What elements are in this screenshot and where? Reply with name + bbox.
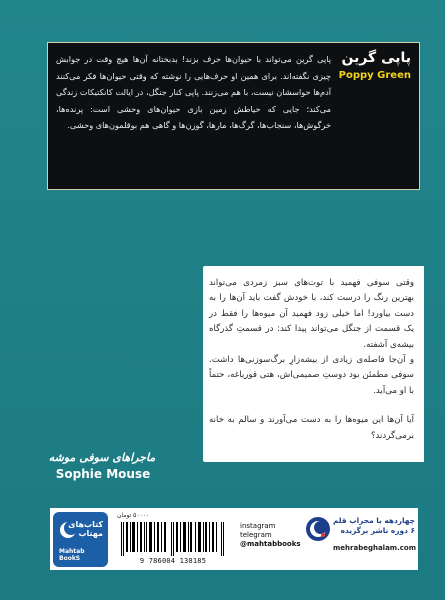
promo-line-1: چهاردهه با محراب قلم xyxy=(332,516,415,525)
publisher-promo xyxy=(333,516,415,552)
social-links xyxy=(240,522,306,549)
paragraph-gap xyxy=(209,399,414,413)
story-box xyxy=(203,266,424,462)
story-paragraph-2: و آن‌جا فاصله‌ی زیادی از بیشه‌زارِ برگ‌سوزنی‌ها داشت. سوفی مطمئن بود دوستِ صمیمی‌اش، هتی قورباغه، حتماً با او می‌آید. xyxy=(209,355,414,396)
isbn-number: 9 786004 138185 xyxy=(139,557,207,565)
social-handle: @mahtabbooks xyxy=(240,540,301,548)
publisher-strip xyxy=(50,508,418,570)
barcode-icon xyxy=(117,522,229,556)
logo-text-line-1: Mahtab xyxy=(59,548,85,555)
promo-line-2: ۶ دوره ناشر برگزیده xyxy=(340,526,415,535)
series-title-english: Sophie Mouse xyxy=(55,467,151,481)
author-name-english: Poppy Green xyxy=(338,70,411,81)
mehrab-logo-icon xyxy=(305,516,331,542)
logo-text-line-2: BookS xyxy=(59,555,81,562)
social-telegram: telegram xyxy=(240,531,272,539)
author-name-persian: پاپی گرین xyxy=(341,50,411,66)
story-paragraph-1: وقتی سوفی فهمید با توت‌های سبز زمردی می‌تواند بهترین رنگ را درست کند، با خودش گفت باید آن‌ها را به دست بیاورد! اما خیلی زود فهمید آن میوه‌ها را فقط در یک قسمت از جنگل می‌تواند پیدا کند: در قسمتِ گذرگاه بیشه‌ی آشفته. xyxy=(209,278,414,350)
publisher-logo xyxy=(53,512,108,567)
logo-text-english xyxy=(59,548,85,562)
social-instagram: instagram xyxy=(240,522,276,530)
story-paragraph-3: آیا آن‌ها این میوه‌ها را به دست می‌آورند و سالم به خانه برمی‌گردند؟ xyxy=(209,415,414,441)
publisher-website: mehrabeghalam.com xyxy=(333,544,417,552)
author-bio: پاپی گرین می‌تواند با حیوان‌ها حرف بزند! بدبختانه آن‌ها هیچ وقت در جوابش چیزی نگفته‌اند. برای همین او حرف‌هایی را نوشته که وقتی حیوان‌ها فکر می‌کنند آدم‌ها حواسشان نیست، با هم می‌زنند. پاپی کنار جنگل، در ایالت کانکتیکات زندگی می‌کند؛ جایی که حیاطش زمین بازی حیوان‌های وحشی است: پرنده‌ها، خرگوش‌ها، سنجاب‌ها، گرگ‌ها، مارها، گوزن‌ها و گاهی هم بوقلمون‌های وحشی. xyxy=(56,54,331,131)
series-title-persian: ماجراهای سوفی موشه xyxy=(48,451,156,464)
price-label: ۵۰۰۰۰ تومان xyxy=(117,512,150,519)
barcode-block xyxy=(117,512,229,568)
story-text xyxy=(209,276,414,444)
author-box xyxy=(47,42,420,190)
logo-text-persian: کتاب‌های مهتاب xyxy=(68,520,103,538)
